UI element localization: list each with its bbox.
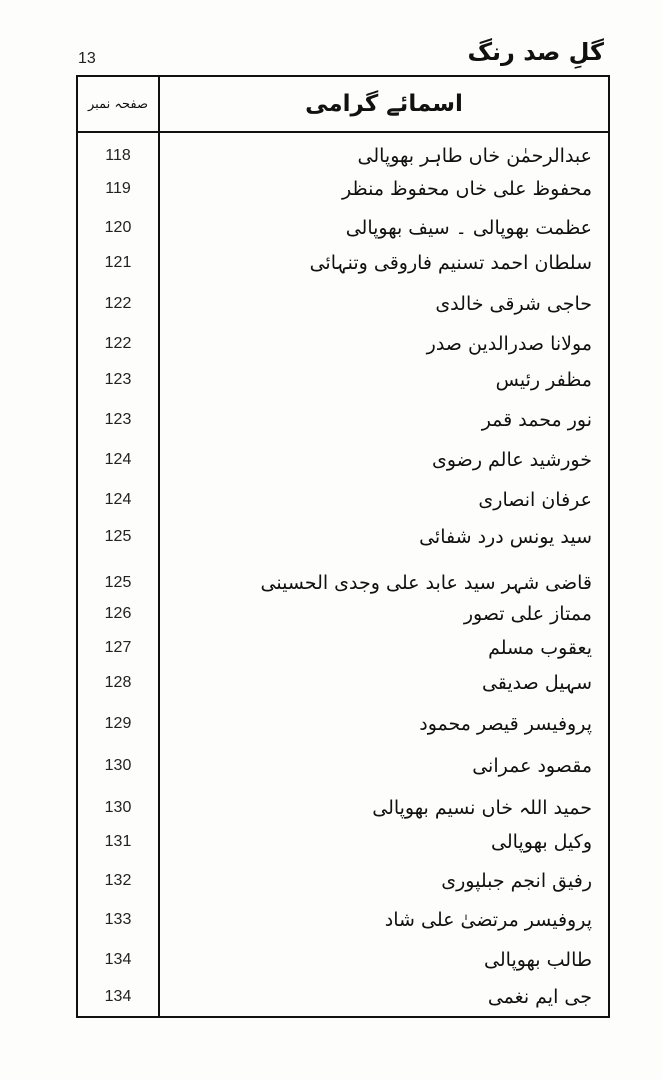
entry-page-number: 119 xyxy=(105,180,131,197)
entry-page-number: 127 xyxy=(104,639,132,656)
toc-row xyxy=(78,170,608,208)
entry-name: رفیق انجم جبلپوری xyxy=(441,870,592,892)
toc-row xyxy=(78,518,608,556)
entry-name: قاضی شہر سید عابد علی وجدی الحسینی xyxy=(260,572,592,594)
toc-row xyxy=(78,862,608,900)
entry-name: مقصود عمرانی xyxy=(472,755,592,777)
toc-row xyxy=(78,705,608,743)
entry-page-number: 118 xyxy=(105,147,131,164)
entry-page-number: 125 xyxy=(104,574,132,591)
entry-page-number: 134 xyxy=(104,951,132,968)
entry-name: ممتاز علی تصور xyxy=(463,603,592,625)
entry-name: حاجی شرقی خالدی xyxy=(435,293,592,315)
toc-row xyxy=(78,901,608,939)
toc-row xyxy=(78,244,608,282)
toc-row xyxy=(78,629,608,667)
entry-page-number: 123 xyxy=(104,411,132,428)
table-of-contents xyxy=(76,75,610,1018)
entry-name: عبدالرحمٰن خاں طاہر بھوپالی xyxy=(357,145,592,167)
entry-name: عرفان انصاری xyxy=(478,489,592,511)
entry-page-number: 120 xyxy=(104,219,132,236)
entry-page-number: 131 xyxy=(104,833,132,850)
entry-name: یعقوب مسلم xyxy=(488,637,592,659)
entry-page-number: 125 xyxy=(104,528,132,545)
entry-page-number: 133 xyxy=(104,911,132,928)
entry-page-number: 122 xyxy=(104,295,132,312)
entry-page-number: 132 xyxy=(104,872,132,889)
entry-page-number: 123 xyxy=(104,371,132,388)
entry-page-number: 134 xyxy=(104,988,132,1005)
entry-page-number: 128 xyxy=(104,674,132,691)
entry-page-number: 124 xyxy=(104,491,132,508)
toc-row xyxy=(78,941,608,979)
entry-page-number: 129 xyxy=(104,715,132,732)
entry-page-number: 130 xyxy=(104,757,132,774)
toc-row xyxy=(78,595,608,633)
toc-row xyxy=(78,441,608,479)
toc-row xyxy=(78,823,608,861)
toc-row xyxy=(78,285,608,323)
toc-row xyxy=(78,789,608,827)
toc-row xyxy=(78,325,608,363)
entry-page-number: 124 xyxy=(104,451,132,468)
toc-row xyxy=(78,209,608,247)
page-number-column-header: صفحہ نمبر xyxy=(88,96,148,112)
entry-name: طالب بھوپالی xyxy=(484,949,592,971)
entry-page-number: 122 xyxy=(104,335,132,352)
entry-name: خورشید عالم رضوی xyxy=(432,449,592,471)
running-title: گلِ صد رنگ xyxy=(467,38,604,66)
toc-row xyxy=(78,401,608,439)
entry-name: نور محمد قمر xyxy=(481,409,592,431)
toc-row xyxy=(78,481,608,519)
entry-name: وکیل بھوپالی xyxy=(491,831,592,853)
entry-name: محفوظ علی خاں محفوظ منظر xyxy=(342,178,592,200)
names-column-header: اسمائے گرامی xyxy=(305,91,463,117)
toc-row xyxy=(78,361,608,399)
entry-name: پروفیسر قیصر محمود xyxy=(419,713,592,735)
entry-page-number: 121 xyxy=(104,254,132,271)
entry-name: سید یونس درد شفائی xyxy=(419,526,592,548)
entry-name: مولانا صدرالدین صدر xyxy=(426,333,592,355)
entry-page-number: 126 xyxy=(104,605,132,622)
toc-row xyxy=(78,747,608,785)
entry-name: سلطان احمد تسنیم فاروقی وتنہائی xyxy=(309,252,592,274)
entry-page-number: 130 xyxy=(104,799,132,816)
entry-name: حمید اللہ خاں نسیم بھوپالی xyxy=(372,797,592,819)
entry-name: مظفر رئیس xyxy=(495,369,592,391)
toc-row xyxy=(78,664,608,702)
toc-row xyxy=(78,978,608,1016)
page-number: 13 xyxy=(78,50,96,67)
entry-name: سہیل صدیقی xyxy=(481,672,592,694)
entry-name: عظمت بھوپالی ۔ سیف بھوپالی xyxy=(345,217,592,239)
table-header xyxy=(78,77,608,133)
entry-name: پروفیسر مرتضیٰ علی شاد xyxy=(384,909,592,931)
entry-name: جی ایم نغمی xyxy=(487,986,592,1008)
